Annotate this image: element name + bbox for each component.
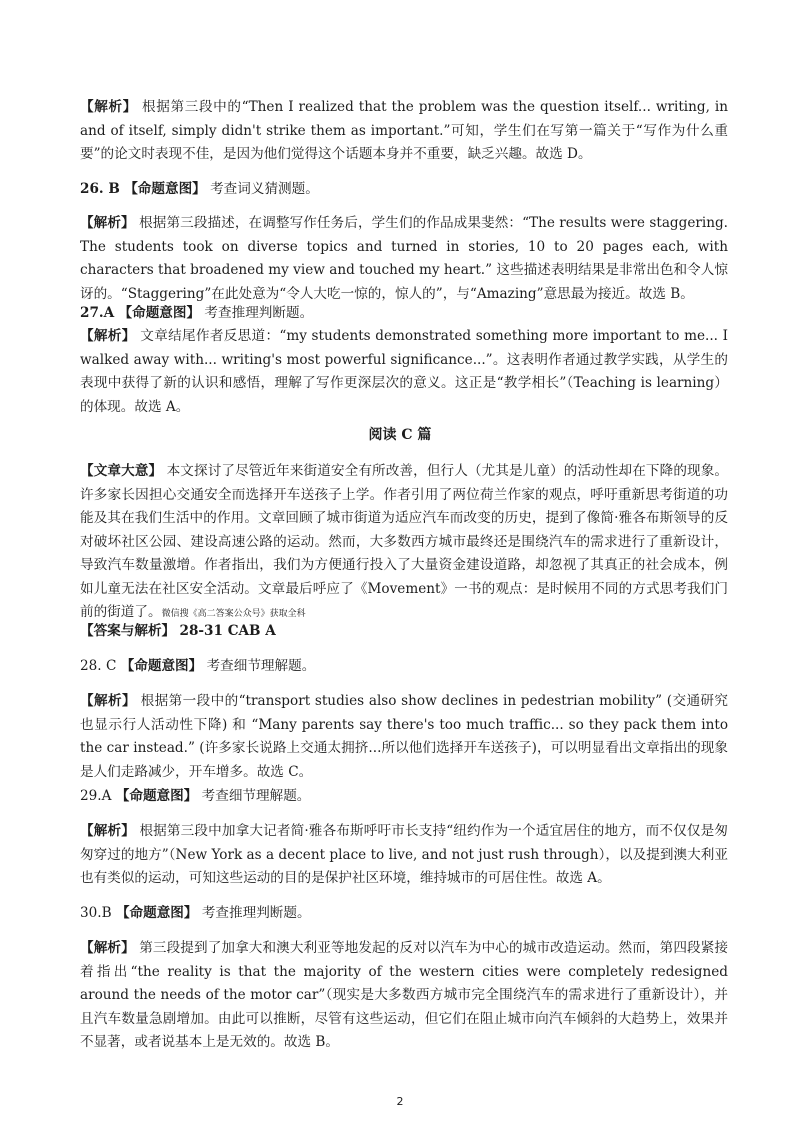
analysis-text: 根据第三段描述，在调整写作任务后，学生们的作品成果斐然：“The results were staggering. The students took on diverse topics and turned in stories, 10 to 20 pages each, with characters that broadened my view and touched my heart.” 这些描述表明结果是非常出色和令人惊讶的。“Staggering”在此处意为“令人大吃一惊的，惊人的”，与“Amazing”意思最为接近。故选 B。 [80, 215, 728, 302]
analysis-text: 第三段提到了加拿大和澳大利亚等地发起的反对以汽车为中心的城市改造运动。然而，第四段紧接着指出“the reality is that the majority of the western cities were completely redesigned around the needs of the motor car”（现实是大多数西方城市完全围绕汽车的需求进行了重新设计），并且汽车数量急剧增加。由此可以推断，尽管有这些运动，但它们在阻止城市向汽车倾斜的大趋势上，效果并不显著，或者说基本上是无效的。故选 B。 [80, 940, 729, 1050]
intent-tag: 【命题意图】 [120, 658, 203, 674]
intent-text: 考查细节理解题。 [206, 658, 316, 674]
question-number: 29.A [80, 788, 112, 804]
page-number: 2 [396, 1095, 404, 1108]
watermark-text: 微信搜《高二答案公众号》获取全科 [161, 609, 306, 619]
q29-analysis [80, 820, 728, 891]
q26-header [80, 178, 728, 202]
analysis-text: 文章结尾作者反思道：“my students demonstrated something more important to me... I walked away with... writing's most powerful significance...”。这表明作者通过教学实践，从学生的表现中获得了新的认识和感悟，理解了写作更深层次的意义。这正是“教学相长”（Teaching is learning）的体现。故选 A。 [80, 328, 728, 415]
intent-text: 考查词义猜测题。 [210, 181, 319, 197]
question-number: 26. B [80, 181, 120, 197]
analysis-tag: 【解析】 [80, 693, 136, 709]
q30-analysis [80, 937, 728, 1055]
analysis-tag: 【解析】 [80, 940, 135, 956]
answers-line [80, 620, 728, 644]
answers-text: 28-31 CAB A [179, 623, 276, 639]
question-number: 28. C [80, 658, 117, 674]
q27-header [80, 302, 728, 326]
analysis-text: 根据第一段中的“transport studies also show declines in pedestrian mobility” (交通研究也显示行人活动性下降) 和 “Many parents say there's too much traffic... so they pack them into the car instead.” (许多家长说路上交通太拥挤...所以他们选择开车送孩子)，可以明显看出文章指出的现象是人们走路减少，开车增多。故选 C。 [80, 693, 729, 780]
question-number: 27.A [80, 305, 115, 321]
analysis-tag: 【解析】 [80, 99, 137, 115]
q27-analysis [80, 325, 728, 419]
analysis-text: 根据第三段中的“Then I realized that the problem was the question itself... writing, in and of itself, simply didn't strike them as important.”可知，学生们在写第一篇关于“写作为什么重要”的论文时表现不佳，是因为他们觉得这个话题本身并不重要，缺乏兴趣。故选 D。 [80, 99, 729, 162]
intent-tag: 【命题意图】 [124, 181, 206, 197]
question-number: 30.B [80, 905, 112, 921]
summary-tag: 【文章大意】 [80, 463, 163, 479]
q26-analysis [80, 212, 728, 306]
analysis-tag: 【解析】 [80, 328, 136, 344]
analysis-tag: 【解析】 [80, 823, 135, 839]
intent-text: 考查推理判断题。 [201, 905, 311, 921]
analysis-tag: 【解析】 [80, 215, 135, 231]
summary-text: 本文探讨了尽管近年来街道安全有所改善，但行人（尤其是儿童）的活动性却在下降的现象。许多家长因担心交通安全而选择开车送孩子上学。作者引用了两位荷兰作家的观点，呼吁重新思考街道的功能及其在我们生活中的作用。文章回顾了城市街道为适应汽车而改变的历史，提到了像简·雅各布斯领导的反对破坏社区公园、建设高速公路的运动。然而，大多数西方城市最终还是围绕汽车的需求进行了重新设计，导致汽车数量激增。作者指出，我们为方便通行投入了大量资金建设道路，却忽视了其真正的社会成本，例如儿童无法在社区安全活动。文章最后呼应了《Movement》一书的观点：是时候用不同的方式思考我们门前的街道了。 [80, 463, 729, 620]
q25-analysis [80, 96, 728, 167]
intent-tag: 【命题意图】 [115, 905, 198, 921]
passage-summary [80, 460, 728, 627]
analysis-text: 根据第三段中加拿大记者简·雅各布斯呼吁市长支持“纽约作为一个适宜居住的地方，而不仅仅是匆匆穿过的地方”（New York as a decent place to live, and not just rush through），以及提到澳大利亚也有类似的运动，可知这些运动的目的是保护社区环境，维持城市的可居住性。故选 A。 [80, 823, 728, 886]
intent-text: 考查推理判断题。 [204, 305, 314, 321]
q30-header [80, 902, 728, 926]
intent-tag: 【命题意图】 [118, 305, 201, 321]
q28-analysis [80, 690, 728, 784]
q28-header [80, 655, 728, 679]
section-title: 阅读 C 篇 [368, 427, 432, 443]
q29-header [80, 785, 728, 809]
intent-text: 考查细节理解题。 [201, 788, 311, 804]
intent-tag: 【命题意图】 [115, 788, 198, 804]
answers-tag: 【答案与解析】 [80, 623, 176, 639]
